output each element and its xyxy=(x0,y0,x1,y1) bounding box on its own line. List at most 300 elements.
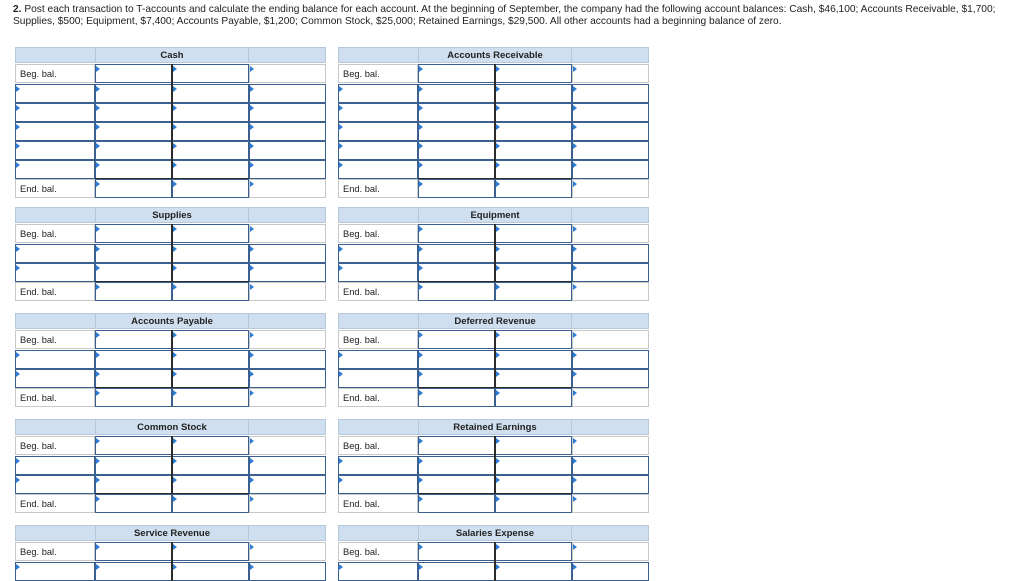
credit-amount-input[interactable] xyxy=(495,350,572,369)
dropdown-arrow-icon xyxy=(96,265,100,271)
dropdown-arrow-icon xyxy=(250,390,254,396)
credit-amount-input[interactable] xyxy=(172,456,249,475)
dropdown-arrow-icon xyxy=(96,105,100,111)
t-account-title: Retained Earnings xyxy=(418,419,572,435)
t-account-vertical-line xyxy=(171,542,173,581)
dropdown-arrow-icon xyxy=(573,544,577,550)
blank-label-cell[interactable] xyxy=(338,122,418,141)
credit-amount-input[interactable] xyxy=(495,369,572,388)
t-account-vertical-line xyxy=(171,224,173,282)
blank-label-cell[interactable] xyxy=(338,103,418,122)
blank-label-cell[interactable] xyxy=(15,369,95,388)
explanation-input[interactable] xyxy=(249,282,326,301)
dropdown-arrow-icon xyxy=(573,477,577,483)
explanation-input[interactable] xyxy=(249,103,326,122)
debit-amount-input[interactable] xyxy=(418,122,495,141)
dropdown-arrow-icon xyxy=(339,371,343,377)
dropdown-arrow-icon xyxy=(573,162,577,168)
credit-amount-input[interactable] xyxy=(172,84,249,103)
debit-amount-input[interactable] xyxy=(95,160,172,179)
dropdown-arrow-icon xyxy=(16,371,20,377)
debit-amount-input[interactable] xyxy=(418,141,495,160)
t-account-total-line xyxy=(95,178,249,179)
credit-amount-input[interactable] xyxy=(495,263,572,282)
dropdown-arrow-icon xyxy=(250,284,254,290)
dropdown-arrow-icon xyxy=(419,246,423,252)
t-account-total-line xyxy=(95,493,249,494)
credit-amount-input[interactable] xyxy=(172,369,249,388)
ending-balance-label: End. bal. xyxy=(15,494,95,513)
t-account-total-line xyxy=(418,178,572,179)
dropdown-arrow-icon xyxy=(250,105,254,111)
beginning-balance-label: Beg. bal. xyxy=(338,542,418,561)
dropdown-arrow-icon xyxy=(250,86,254,92)
dropdown-arrow-icon xyxy=(16,265,20,271)
beginning-balance-label: Beg. bal. xyxy=(15,224,95,243)
blank-label-cell[interactable] xyxy=(15,263,95,282)
explanation-input[interactable] xyxy=(572,224,649,243)
explanation-input[interactable] xyxy=(249,475,326,494)
dropdown-arrow-icon xyxy=(573,105,577,111)
dropdown-arrow-icon xyxy=(250,544,254,550)
dropdown-arrow-icon xyxy=(573,66,577,72)
dropdown-arrow-icon xyxy=(250,496,254,502)
explanation-input[interactable] xyxy=(249,456,326,475)
dropdown-arrow-icon xyxy=(496,438,500,444)
ending-balance-label: End. bal. xyxy=(338,179,418,198)
explanation-input[interactable] xyxy=(249,224,326,243)
dropdown-arrow-icon xyxy=(96,477,100,483)
debit-amount-input[interactable] xyxy=(418,436,495,455)
blank-label-cell[interactable] xyxy=(338,84,418,103)
dropdown-arrow-icon xyxy=(96,352,100,358)
t-account-total-line xyxy=(95,281,249,282)
debit-amount-input[interactable] xyxy=(95,84,172,103)
credit-amount-input[interactable] xyxy=(495,542,572,561)
debit-amount-input[interactable] xyxy=(95,244,172,263)
debit-amount-input[interactable] xyxy=(418,369,495,388)
credit-amount-input[interactable] xyxy=(172,141,249,160)
dropdown-arrow-icon xyxy=(496,162,500,168)
credit-amount-input[interactable] xyxy=(172,388,249,407)
explanation-input[interactable] xyxy=(249,330,326,349)
explanation-input[interactable] xyxy=(572,369,649,388)
dropdown-arrow-icon xyxy=(250,332,254,338)
debit-amount-input[interactable] xyxy=(95,542,172,561)
dropdown-arrow-icon xyxy=(419,181,423,187)
blank-label-cell[interactable] xyxy=(15,141,95,160)
dropdown-arrow-icon xyxy=(419,162,423,168)
dropdown-arrow-icon xyxy=(573,496,577,502)
credit-amount-input[interactable] xyxy=(172,263,249,282)
dropdown-arrow-icon xyxy=(419,265,423,271)
dropdown-arrow-icon xyxy=(419,284,423,290)
dropdown-arrow-icon xyxy=(496,332,500,338)
dropdown-arrow-icon xyxy=(419,371,423,377)
debit-amount-input[interactable] xyxy=(95,122,172,141)
blank-label-cell[interactable] xyxy=(338,475,418,494)
dropdown-arrow-icon xyxy=(16,477,20,483)
dropdown-arrow-icon xyxy=(496,284,500,290)
explanation-input[interactable] xyxy=(572,494,649,513)
beginning-balance-label: Beg. bal. xyxy=(15,436,95,455)
blank-label-cell[interactable] xyxy=(338,141,418,160)
explanation-input[interactable] xyxy=(572,542,649,561)
dropdown-arrow-icon xyxy=(419,477,423,483)
explanation-input[interactable] xyxy=(249,263,326,282)
t-account-vertical-line xyxy=(494,436,496,494)
explanation-input[interactable] xyxy=(572,160,649,179)
dropdown-arrow-icon xyxy=(96,496,100,502)
debit-amount-input[interactable] xyxy=(418,64,495,83)
dropdown-arrow-icon xyxy=(250,371,254,377)
credit-amount-input[interactable] xyxy=(172,64,249,83)
blank-label-cell[interactable] xyxy=(15,475,95,494)
dropdown-arrow-icon xyxy=(573,181,577,187)
beginning-balance-label: Beg. bal. xyxy=(338,224,418,243)
debit-amount-input[interactable] xyxy=(418,282,495,301)
dropdown-arrow-icon xyxy=(339,124,343,130)
dropdown-arrow-icon xyxy=(573,458,577,464)
t-account-title: Common Stock xyxy=(95,419,249,435)
dropdown-arrow-icon xyxy=(573,226,577,232)
debit-amount-input[interactable] xyxy=(95,436,172,455)
credit-amount-input[interactable] xyxy=(495,160,572,179)
debit-amount-input[interactable] xyxy=(95,369,172,388)
credit-amount-input[interactable] xyxy=(495,179,572,198)
dropdown-arrow-icon xyxy=(16,143,20,149)
dropdown-arrow-icon xyxy=(96,124,100,130)
debit-amount-input[interactable] xyxy=(418,224,495,243)
dropdown-arrow-icon xyxy=(173,226,177,232)
t-account-vertical-line xyxy=(494,330,496,388)
dropdown-arrow-icon xyxy=(96,544,100,550)
dropdown-arrow-icon xyxy=(96,66,100,72)
debit-amount-input[interactable] xyxy=(95,282,172,301)
dropdown-arrow-icon xyxy=(339,162,343,168)
credit-amount-input[interactable] xyxy=(172,122,249,141)
explanation-input[interactable] xyxy=(572,330,649,349)
dropdown-arrow-icon xyxy=(496,105,500,111)
explanation-input[interactable] xyxy=(249,388,326,407)
dropdown-arrow-icon xyxy=(573,332,577,338)
dropdown-arrow-icon xyxy=(496,124,500,130)
explanation-input[interactable] xyxy=(249,160,326,179)
t-account-title: Deferred Revenue xyxy=(418,313,572,329)
credit-amount-input[interactable] xyxy=(172,436,249,455)
credit-amount-input[interactable] xyxy=(172,179,249,198)
t-account-title: Salaries Expense xyxy=(418,525,572,541)
explanation-input[interactable] xyxy=(249,122,326,141)
credit-amount-input[interactable] xyxy=(172,475,249,494)
dropdown-arrow-icon xyxy=(250,226,254,232)
dropdown-arrow-icon xyxy=(419,496,423,502)
dropdown-arrow-icon xyxy=(96,284,100,290)
explanation-input[interactable] xyxy=(572,84,649,103)
explanation-input[interactable] xyxy=(572,282,649,301)
debit-amount-input[interactable] xyxy=(95,141,172,160)
credit-amount-input[interactable] xyxy=(172,103,249,122)
credit-amount-input[interactable] xyxy=(495,64,572,83)
dropdown-arrow-icon xyxy=(573,246,577,252)
dropdown-arrow-icon xyxy=(496,496,500,502)
dropdown-arrow-icon xyxy=(496,390,500,396)
dropdown-arrow-icon xyxy=(250,438,254,444)
explanation-input[interactable] xyxy=(572,475,649,494)
dropdown-arrow-icon xyxy=(96,226,100,232)
dropdown-arrow-icon xyxy=(96,143,100,149)
explanation-input[interactable] xyxy=(572,456,649,475)
credit-amount-input[interactable] xyxy=(495,456,572,475)
blank-label-cell[interactable] xyxy=(338,263,418,282)
debit-amount-input[interactable] xyxy=(95,263,172,282)
dropdown-arrow-icon xyxy=(173,86,177,92)
dropdown-arrow-icon xyxy=(573,124,577,130)
t-account-row xyxy=(15,179,326,198)
dropdown-arrow-icon xyxy=(496,371,500,377)
beginning-balance-label: Beg. bal. xyxy=(15,542,95,561)
t-account-title: Accounts Receivable xyxy=(418,47,572,63)
debit-amount-input[interactable] xyxy=(95,456,172,475)
dropdown-arrow-icon xyxy=(573,86,577,92)
blank-label-cell[interactable] xyxy=(15,350,95,369)
dropdown-arrow-icon xyxy=(339,265,343,271)
credit-amount-input[interactable] xyxy=(172,282,249,301)
dropdown-arrow-icon xyxy=(496,66,500,72)
dropdown-arrow-icon xyxy=(339,105,343,111)
dropdown-arrow-icon xyxy=(339,86,343,92)
credit-amount-input[interactable] xyxy=(495,494,572,513)
explanation-input[interactable] xyxy=(572,179,649,198)
ending-balance-label: End. bal. xyxy=(15,282,95,301)
t-account-row xyxy=(15,388,326,407)
explanation-input[interactable] xyxy=(249,141,326,160)
debit-amount-input[interactable] xyxy=(418,475,495,494)
beginning-balance-label: Beg. bal. xyxy=(15,330,95,349)
question-text: Post each transaction to T-accounts and calculate the ending balance for each account. At the beginning of September, the company had the following account balances: Cash, $46,100; Accounts Receivable, $1,700; Supplies, $500; Equipment, $7,400; Accounts Payable, $1,200; Common Stock, $25,000; Retained Earnings, $29,500. All other accounts had a beginning balance of zero. xyxy=(13,4,996,27)
dropdown-arrow-icon xyxy=(573,371,577,377)
ending-balance-label: End. bal. xyxy=(338,494,418,513)
explanation-input[interactable] xyxy=(572,263,649,282)
debit-amount-input[interactable] xyxy=(418,330,495,349)
dropdown-arrow-icon xyxy=(250,162,254,168)
explanation-input[interactable] xyxy=(572,141,649,160)
beginning-balance-label: Beg. bal. xyxy=(338,330,418,349)
ending-balance-label: End. bal. xyxy=(15,388,95,407)
blank-label-cell[interactable] xyxy=(338,160,418,179)
t-account-total-line xyxy=(418,387,572,388)
dropdown-arrow-icon xyxy=(496,458,500,464)
dropdown-arrow-icon xyxy=(173,332,177,338)
debit-amount-input[interactable] xyxy=(95,179,172,198)
explanation-input[interactable] xyxy=(249,84,326,103)
explanation-input[interactable] xyxy=(249,542,326,561)
ending-balance-label: End. bal. xyxy=(338,388,418,407)
t-account-title: Service Revenue xyxy=(95,525,249,541)
dropdown-arrow-icon xyxy=(339,477,343,483)
credit-amount-input[interactable] xyxy=(495,388,572,407)
t-account-title: Supplies xyxy=(95,207,249,223)
blank-label-cell[interactable] xyxy=(15,84,95,103)
debit-amount-input[interactable] xyxy=(95,494,172,513)
credit-amount-input[interactable] xyxy=(172,244,249,263)
explanation-input[interactable] xyxy=(572,103,649,122)
explanation-input[interactable] xyxy=(249,494,326,513)
dropdown-arrow-icon xyxy=(173,246,177,252)
dropdown-arrow-icon xyxy=(419,66,423,72)
dropdown-arrow-icon xyxy=(173,284,177,290)
dropdown-arrow-icon xyxy=(96,390,100,396)
blank-label-cell[interactable] xyxy=(338,244,418,263)
dropdown-arrow-icon xyxy=(496,352,500,358)
debit-amount-input[interactable] xyxy=(418,103,495,122)
dropdown-arrow-icon xyxy=(173,458,177,464)
credit-amount-input[interactable] xyxy=(495,475,572,494)
t-account-total-line xyxy=(418,281,572,282)
blank-label-cell[interactable] xyxy=(15,122,95,141)
t-account-title: Cash xyxy=(95,47,249,63)
credit-amount-input[interactable] xyxy=(172,330,249,349)
debit-amount-input[interactable] xyxy=(95,388,172,407)
dropdown-arrow-icon xyxy=(419,332,423,338)
dropdown-arrow-icon xyxy=(173,438,177,444)
debit-amount-input[interactable] xyxy=(418,542,495,561)
dropdown-arrow-icon xyxy=(16,105,20,111)
explanation-input[interactable] xyxy=(249,350,326,369)
credit-amount-input[interactable] xyxy=(495,330,572,349)
debit-amount-input[interactable] xyxy=(95,64,172,83)
credit-amount-input[interactable] xyxy=(172,542,249,561)
debit-amount-input[interactable] xyxy=(95,350,172,369)
credit-amount-input[interactable] xyxy=(495,141,572,160)
blank-label-cell[interactable] xyxy=(15,456,95,475)
credit-amount-input[interactable] xyxy=(495,122,572,141)
dropdown-arrow-icon xyxy=(173,124,177,130)
explanation-input[interactable] xyxy=(572,388,649,407)
t-account-vertical-line xyxy=(171,436,173,494)
t-account-row xyxy=(338,179,649,198)
dropdown-arrow-icon xyxy=(173,477,177,483)
blank-label-cell[interactable] xyxy=(338,369,418,388)
t-account-vertical-line xyxy=(494,64,496,179)
dropdown-arrow-icon xyxy=(419,105,423,111)
explanation-input[interactable] xyxy=(249,369,326,388)
dropdown-arrow-icon xyxy=(96,181,100,187)
dropdown-arrow-icon xyxy=(496,246,500,252)
credit-amount-input[interactable] xyxy=(495,436,572,455)
dropdown-arrow-icon xyxy=(419,352,423,358)
blank-label-cell[interactable] xyxy=(15,244,95,263)
debit-amount-input[interactable] xyxy=(418,494,495,513)
blank-label-cell[interactable] xyxy=(15,103,95,122)
dropdown-arrow-icon xyxy=(173,390,177,396)
dropdown-arrow-icon xyxy=(173,181,177,187)
debit-amount-input[interactable] xyxy=(95,330,172,349)
dropdown-arrow-icon xyxy=(496,265,500,271)
dropdown-arrow-icon xyxy=(96,162,100,168)
debit-amount-input[interactable] xyxy=(418,179,495,198)
debit-amount-input[interactable] xyxy=(418,84,495,103)
dropdown-arrow-icon xyxy=(96,332,100,338)
dropdown-arrow-icon xyxy=(96,86,100,92)
explanation-input[interactable] xyxy=(249,179,326,198)
dropdown-arrow-icon xyxy=(96,438,100,444)
credit-amount-input[interactable] xyxy=(172,494,249,513)
dropdown-arrow-icon xyxy=(96,246,100,252)
dropdown-arrow-icon xyxy=(173,496,177,502)
dropdown-arrow-icon xyxy=(419,86,423,92)
dropdown-arrow-icon xyxy=(173,371,177,377)
explanation-input[interactable] xyxy=(572,244,649,263)
debit-amount-input[interactable] xyxy=(95,224,172,243)
blank-label-cell[interactable] xyxy=(338,350,418,369)
t-account-total-line xyxy=(95,387,249,388)
dropdown-arrow-icon xyxy=(419,124,423,130)
dropdown-arrow-icon xyxy=(419,458,423,464)
dropdown-arrow-icon xyxy=(339,246,343,252)
credit-amount-input[interactable] xyxy=(495,224,572,243)
explanation-input[interactable] xyxy=(572,122,649,141)
dropdown-arrow-icon xyxy=(250,124,254,130)
explanation-input[interactable] xyxy=(249,436,326,455)
dropdown-arrow-icon xyxy=(496,181,500,187)
dropdown-arrow-icon xyxy=(339,143,343,149)
dropdown-arrow-icon xyxy=(419,390,423,396)
dropdown-arrow-icon xyxy=(573,284,577,290)
credit-amount-input[interactable] xyxy=(495,244,572,263)
credit-amount-input[interactable] xyxy=(172,160,249,179)
ending-balance-label: End. bal. xyxy=(338,282,418,301)
debit-amount-input[interactable] xyxy=(418,456,495,475)
credit-amount-input[interactable] xyxy=(172,350,249,369)
explanation-input[interactable] xyxy=(572,64,649,83)
dropdown-arrow-icon xyxy=(250,66,254,72)
debit-amount-input[interactable] xyxy=(418,263,495,282)
dropdown-arrow-icon xyxy=(173,162,177,168)
debit-amount-input[interactable] xyxy=(418,388,495,407)
explanation-input[interactable] xyxy=(249,64,326,83)
dropdown-arrow-icon xyxy=(173,544,177,550)
explanation-input[interactable] xyxy=(249,244,326,263)
t-account-vertical-line xyxy=(494,224,496,282)
t-account-row xyxy=(338,494,649,513)
debit-amount-input[interactable] xyxy=(418,160,495,179)
debit-amount-input[interactable] xyxy=(95,475,172,494)
dropdown-arrow-icon xyxy=(250,181,254,187)
dropdown-arrow-icon xyxy=(96,458,100,464)
debit-amount-input[interactable] xyxy=(418,244,495,263)
blank-label-cell[interactable] xyxy=(15,160,95,179)
dropdown-arrow-icon xyxy=(419,544,423,550)
credit-amount-input[interactable] xyxy=(495,282,572,301)
credit-amount-input[interactable] xyxy=(495,84,572,103)
explanation-input[interactable] xyxy=(572,436,649,455)
dropdown-arrow-icon xyxy=(419,226,423,232)
t-account-vertical-line xyxy=(171,64,173,179)
explanation-input[interactable] xyxy=(572,350,649,369)
dropdown-arrow-icon xyxy=(419,143,423,149)
dropdown-arrow-icon xyxy=(16,162,20,168)
credit-amount-input[interactable] xyxy=(172,224,249,243)
dropdown-arrow-icon xyxy=(173,66,177,72)
debit-amount-input[interactable] xyxy=(418,350,495,369)
debit-amount-input[interactable] xyxy=(95,103,172,122)
dropdown-arrow-icon xyxy=(16,352,20,358)
credit-amount-input[interactable] xyxy=(495,103,572,122)
blank-label-cell[interactable] xyxy=(338,456,418,475)
question-number: 2. xyxy=(13,4,22,15)
dropdown-arrow-icon xyxy=(250,477,254,483)
